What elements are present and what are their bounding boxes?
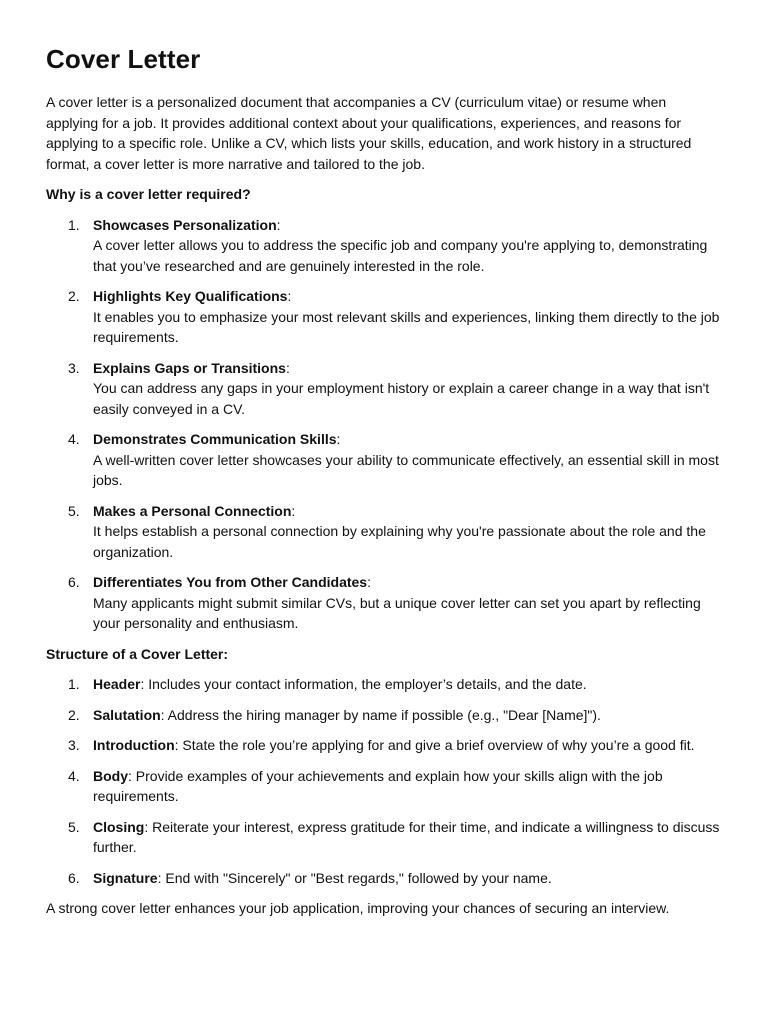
item-description: : Address the hiring manager by name if possible (e.g., "Dear [Name]"). (160, 706, 601, 723)
item-title: Closing (93, 818, 145, 835)
why-list-item: 2. Highlights Key Qualifications: It enables you to emphasize your most relevant skills and experiences, linking them directly to the job requirements. (46, 286, 722, 348)
list-number: 3. (68, 737, 80, 753)
page-title: Cover Letter (46, 44, 201, 74)
why-list-item: 6. Differentiates You from Other Candidates: Many applicants might submit similar CVs, but a unique cover letter can set you apart by reflecting your personality and enthusiasm. (46, 572, 722, 634)
item-description: It helps establish a personal connection by explaining why you're passionate about the role and the organization. (93, 523, 706, 560)
item-title: Salutation (93, 706, 161, 723)
list-number: 6. (68, 869, 80, 886)
list-number: 4. (68, 767, 80, 784)
item-description: : Provide examples of your achievements and explain how your skills align with the job requirements. (93, 767, 663, 804)
item-description: : Reiterate your interest, express gratitude for their time, and indicate a willingness to discuss further. (93, 818, 720, 855)
item-title: Header (93, 676, 141, 692)
list-number: 4. (68, 431, 80, 447)
intro-paragraph: A cover letter is a personalized document that accompanies a CV (curriculum vitae) or resume when applying for a job. It provides additional context about your qualifications, experiences, and reasons for applying to a specific role. Unlike a CV, which lists your skills, education, and work history in a structured format, a cover letter is more narrative and tailored to the job. (46, 94, 692, 172)
why-list-item: 3. Explains Gaps or Transitions: You can address any gaps in your employment history or explain a career change in a way that isn't easily conveyed in a CV. (46, 358, 722, 420)
structure-list-item (46, 817, 722, 858)
item-title: Signature (93, 869, 158, 886)
structure-list-item (46, 674, 722, 695)
item-description: : Includes your contact information, the employer’s details, and the date. (140, 676, 587, 692)
item-description: : State the role you’re applying for and give a brief overview of why you’re a good fit. (174, 737, 695, 753)
item-title: Body (93, 767, 128, 784)
list-number: 1. (68, 216, 80, 233)
list-number: 2. (68, 288, 80, 304)
why-list-item: 4. Demonstrates Communication Skills: A well-written cover letter showcases your ability to communicate effectively, an essential skill in most jobs. (46, 429, 722, 491)
list-number: 2. (68, 706, 80, 723)
item-description: A well-written cover letter showcases your ability to communicate effectively, an essential skill in most jobs. (93, 451, 719, 488)
item-description: You can address any gaps in your employment history or explain a career change in a way that isn't easily conveyed in a CV. (93, 380, 710, 417)
list-number: 5. (68, 502, 80, 519)
list-number: 3. (68, 359, 80, 376)
item-description: A cover letter allows you to address the specific job and company you're applying to, demonstrating that you’ve researched and are genuinely interested in the role. (93, 237, 708, 274)
list-number: 1. (68, 676, 80, 692)
structure-list-item (46, 735, 722, 756)
item-title: Differentiates You from Other Candidates (93, 574, 368, 590)
structure-heading: Structure of a Cover Letter: (46, 645, 229, 662)
item-title: Highlights Key Qualifications (93, 288, 288, 304)
item-title: Makes a Personal Connection (93, 502, 292, 519)
structure-list-item (46, 766, 722, 807)
closing-paragraph: A strong cover letter enhances your job application, improving your chances of securing an interview. (46, 900, 670, 916)
structure-list-item (46, 705, 722, 726)
structure-list (46, 674, 722, 888)
why-list (46, 215, 722, 634)
item-title: Introduction (93, 737, 175, 753)
item-title: Demonstrates Communication Skills (93, 431, 337, 447)
item-description: It enables you to emphasize your most relevant skills and experiences, linking them directly to the job requirements. (93, 308, 720, 345)
item-title: Showcases Personalization (93, 216, 277, 233)
item-description: Many applicants might submit similar CVs, but a unique cover letter can set you apart by reflecting your personality and enthusiasm. (93, 594, 701, 631)
structure-list-item (46, 868, 722, 889)
why-list-item: 1. Showcases Personalization: A cover letter allows you to address the specific job and company you're applying to, demonstrating that you’ve researched and are genuinely interested in the role. (46, 215, 722, 277)
list-number: 6. (68, 574, 80, 590)
why-list-item: 5. Makes a Personal Connection: It helps establish a personal connection by explaining why you're passionate about the role and the organization. (46, 501, 722, 563)
why-heading: Why is a cover letter required? (46, 186, 251, 202)
item-description: : End with "Sincerely" or "Best regards," followed by your name. (157, 869, 552, 886)
item-title: Explains Gaps or Transitions (93, 359, 286, 376)
list-number: 5. (68, 818, 80, 835)
